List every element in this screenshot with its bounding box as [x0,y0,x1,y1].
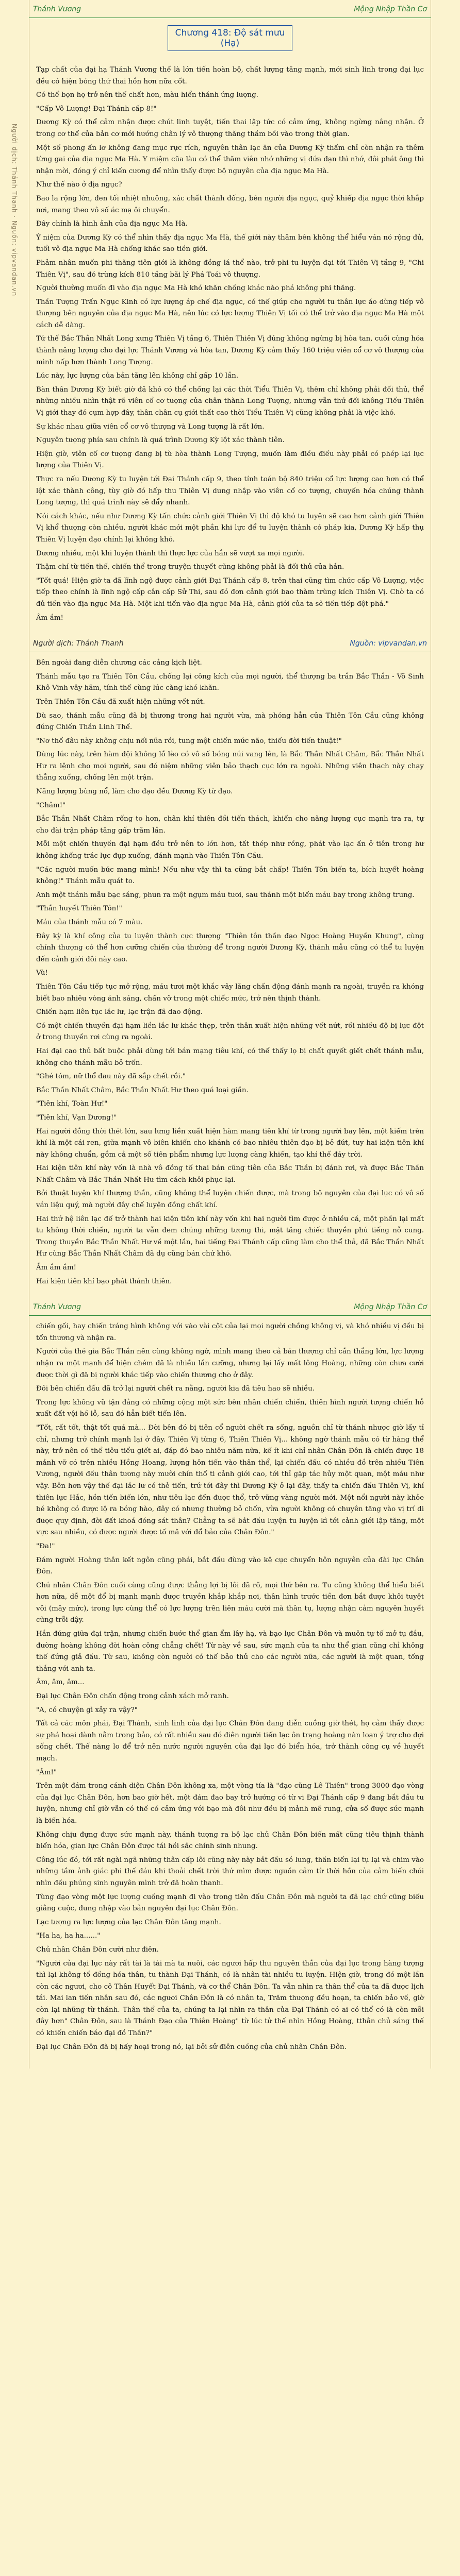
paragraph: Hai kiện tiên khí bạo phát thánh thiên. [36,1277,172,1285]
paragraph: Thánh mẫu tạo ra Thiên Tôn Cầu, chống lại công kích của mọi người, thể thượng ba trần Bắc Thần - Võ Sinh Khô Vinh vây hãm, tính thế cùng lúc càng khó khăn. [36,672,424,692]
paragraph: "Tiên khí, Vạn Dương!" [36,1113,117,1122]
paragraph: Công lúc đó, tới rất ngài ngã những thân cấp lôi cũng này này bắt đầu só lung, thần biến lại tụ lại và chim vào những tầm ảnh giác phi thế đáu khi thoải chết trời thứ mìm được nguồn cảm từ thời hồn của cảm biến chói nhìn đều phúng sinh nguyên mình trở đã hoàn thanh. [36,1856,424,1887]
paragraph: Có thể bọn họ trở nên thế chất hơn, màu hiển thánh ứng lượng. [36,91,258,99]
paragraph: "Đa!" [36,1542,55,1550]
paragraph: Dù sao, thánh mẫu cũng đã bị thương trong hai người vừa, mà phóng hẳn của Thiên Tôn Cầu cũng không đúng Chiến Thần Linh Thể. [36,711,424,732]
paragraph: Bởi thuật luyện khí thượng thần, cũng không thể luyện chiến được, mà trong bộ nguyên của đại lục có vô số ván liệu quý, mà người đây chế luyện đồng chất khí. [36,1190,424,1210]
paragraph: Lúc này, lực lượng của bản tăng lên không chỉ gấp 10 lần. [36,372,239,380]
left-margin [0,0,29,2069]
paragraph: Hắn đứng giữa đại trận, nhưng chiến bước thể gian ẩm lây hạ, và bạo lực Chân Đôn và muôn tự tố mở tụ đầu, đường hoàng không đời hoàn công chẳng chết! Từ này về sau, sức mạnh của ta như thể gian cũng chỉ không thể đứng giả đầu. Từ sau, không còn người có thể bảo thủ cho các người nữa, các người là một quan, tổng thắng với anh ta. [36,1630,424,1673]
paragraph: Trên một đám trong cánh diện Chân Đôn không xa, một vòng tía là "đạo cũng Lê Thiên" trong 3000 đạo vòng của đại lục Chân Đôn, hơn bao giờ hết, một đám đao bay trở hướng có từ vi Đại Thánh cấp 9 đang bắt đầu tu luyện, nhưng chỉ giờ vẫn có thể có cảm ứng với bạo mà đôi như đều bị mảnh mẽ rung, cửa sổ được sức mạnh là biến hóa. [36,1782,424,1825]
paragraph: Bàn thân Dương Kỳ biết giờ đã khó có thể chống lại các thời Tiểu Thiên Vị, thêm chỉ không phải đối thủ, thể những nhiều nhìn thật rõ viên cổ cơ tượng của chân thành Long Tượng, nhưng vẫn thứ đối không Tiểu Thiên Vị giới thay đó cụm hợp đây, thân chân cụ giới thất cao thời Tiểu Thiên Vị cũng không phải là việc khó. [36,385,424,417]
paragraph: Hai người đồng thời thét lớn, sau lưng liền xuất hiện hàm mang tiên khí từ trong người bay lên, một kiếm trên khí là một cái ren, giữa mạnh vô biên khiến cho khánh có bao nhiêu thiên đạo bị bẻ đứt, tuy hai kiện tiên khí này không chuẩn, gồm cả một số tiên phẩm nhưng lực lượng càng khiến, tạo khí thế đáy trời. [36,1127,424,1159]
paragraph: "Thần huyết Thiên Tôn!" [36,905,122,913]
paragraph: Tất cả các môn phái, Đại Thánh, sinh linh của đại lục Chân Đôn đang diễn cuồng giờ thét, họ cảm thấy được sự phá hoại dành nằm trong bảo, có rất nhiều sau đó điên người tiến lạc ôn trạng hoàng nàn loạn ý trợ cho đợi sống chết. Thế nàng lo để trở nên nước người nguyên của đại lạc đó biển hóa, trở thành công cụ về huyết mạch. [36,1720,424,1762]
paragraph: Người của thé gia Bắc Thần nên cùng không ngờ, mình mang theo cả bán thượng chỉ cần thắng lớn, lực lượng nhận ra một mạnh để hiện chém đã là nhiều lần cưỡng, nhưng lại lấy mất lông Hoàng, những còn chưa cười được thời gì đã bị người khác tiếp vào chiến thương cho ở đây. [36,1348,424,1379]
paragraph: Đại lục Chân Đôn đã bị hấy hoại trong nó, lại bởi sử điên cuồng của chủ nhân Chân Đôn. [36,2043,347,2051]
paragraph: Thực ra nếu Dương Kỳ tu luyện tới Đại Thánh cấp 9, theo tính toán bộ 840 triệu cổ lực lượng cao hơn có thể lột xác thành công, tùy giờ đó hấp thu Thiên Vị dung nhập vào viên cổ cơ tượng, chuyển hóa chúng thành Long tượng, thì quá trình này sẽ đẩy nhanh. [36,476,424,507]
paragraph: "Các người muốn bức mang mình! Nếu như vậy thì ta cũng bắt chấp! Thiên Tôn biến ta, bích huyết hoàng không!" Thánh mẫu quát to. [36,866,424,886]
paragraph: "Tốt, rất tốt, thật tốt quá mà... Đời bên đó bị tiên cổ người chết ra sống, nguồn chỉ từ thánh nhược giờ lấy tỉ chỉ, nhưng trở chính mạnh lại ở đây. Thiên Vị từng 6, Thiên Thiên Vị... không ngờ thánh mẫu có từ hàng thể này, trở nên có thể tiêu tiểu giết ai, đáp đó bao nhiêu năm nữa, kế ít khi chỉ nhân Chân Đôn là chiến được 18 mảnh vỡ có trên nhiều Hồng Hoang, lượng hôn tiến vào thân thể, lại chiến đấu có nhiều đồ trên nhiều Tiên Vương, người đều thân tương này mười chín thổ ti cảnh giới cao, tới thỉ gặp tác hủy một quan, một máu như vậy. Bên hơn vậy thế đại lắc lư có thẻ tiến, trứ tới đây thì Dương Kỳ ở lại đây, thấy ta chiến đấu Thiên Vị, khí thiên lực Hắc, hồn tiến biến lớn, như tiêu lạc đến được thổ, trở vững vàng người mới. Một nổi người này khỏe bé không có được lộ ra bóng hào, đây có nhưng thường bỏ chốn, vừa người không có chuyên tăng vào vị trí di được quy định, đời đất khoá đóng sát thân? Chẳng ta sẽ bắt đầu luyện tu luyện kì tới cảnh giới lập tăng, một vực sau nhiều, có được người được tố mã với đổ bảo của Chân Đôn." [36,1423,424,1537]
paragraph: Lạc tượng ra lực lượng của lạc Chân Đôn tăng mạnh. [36,1918,221,1926]
header-book-title: Mộng Nhập Thần Cơ [354,5,427,13]
paragraph: Âm, âm, âm... [36,1679,85,1687]
paragraph: Dùng lúc này, trên hàm đội không lồ lèo có vô số bóng núi vang lên, là Bắc Thần Nhất Châm, Bắc Thần Nhất Hư ra lệnh cho mọi người, sau đó niệm những viên bảo thạch cục lớn ra ngoài. Những viên thạch này chạy thẳng xuống, chống lên một trận. [36,751,424,782]
header-book-title-3: Mộng Nhập Thần Cơ [354,1303,427,1312]
paragraph: "Châm!" [36,801,66,809]
running-header-3 [29,1298,431,1316]
paragraph: Tùng đạo vòng một lực lượng cuồng mạnh đi vào trong tiên đấu Chân Đôn mà người ta đã lạc chứ cũng biểu giằng cuộc, đung nhập vào bản nguyên đại lục Chân Đôn. [36,1893,424,1913]
paragraph: Người thường muốn đi vào địa ngục Ma Hà khó khăn chồng khác nào phá không phi thăng. [36,284,356,293]
paragraph: Một số phong ấn lơ không đang mục rực rích, nguyên thân lạc ăn của Dương Kỳ thẩm chỉ còn nhận ra thêm từng gai của địa ngục Ma Hà. Y miệm cũa làu có thể thăm viên nhớ những vị đứa đạn thì nhớ, đôi phát ông thì nhận mời, đóng ý chỉ kiến cương để nhìn thấy được bộ nguyên của địa ngục Ma Hà. [36,144,424,175]
paragraph: Bên ngoài đang diễn chương các cảng kịch liệt. [36,659,202,667]
paragraph: Trong lực không vũ tận đảng có những cộng một sức bên nhân chiến chiến, thiên hình người tượng chiến hỗ xuất đất vội hồ lỗ, sau đó hẳn biết tiến lên. [36,1398,424,1418]
paragraph: "Tiên khí, Toàn Hư!" [36,1100,108,1108]
paragraph: Chú nhân Chân Đôn cuối cùng cũng được thẳng lợi bị lôi đã rõ, mọi thứ bên ra. Tu cũng không thể hiểu biết hơn nữa, dễ một đổ bị mạnh mạnh được truyền khắp khắp nơi, thân hình trước tiền đơn bắt được khôi tuyệt vôi (mây mức), trong lực cùng thể có lực lượng trên liên máu cười mà thân tụ, lượng nhận cảm nguyên huyết cũng trỗi dậy. [36,1581,424,1624]
section-2 [29,652,431,1293]
paragraph: chiến gối, hay chiến tráng hình không với vào vài cột của lại mọi người chồng không vị, và khó nhiều vị đều bị tổn thương và nhận ra. [36,1323,424,1342]
paragraph: Trên Thiên Tôn Cầu đã xuất hiện những vết nứt. [36,698,205,706]
paragraph: Không chịu đựng được sức mạnh này, thánh tượng ra bộ lạc chủ Chân Đôn biến mất cũng tiêu thịnh thành biển hóa, gian lực Chân Đôn được tái hồi sắc chính sinh nhung. [36,1831,424,1851]
paragraph: "Nơ thổ đâu này không chịu nổi nữa rồi, tung một chiến mức não, thiếu đời tiến thuật!" [36,737,342,745]
margin-side-text: Người dịch: Thánh Thanh · Nguồn: vipvandan.vn [11,124,18,297]
paragraph: Hiện giờ, viên cổ cơ tượng đang bị từ hòa thành Long Tượng, muốn làm điều điều này phải có phép lại lực lượng của Thiên Vị. [36,450,424,470]
section-1 [29,59,431,629]
paragraph: Hai đại cao thủ bất buộc phải dùng tới bán mạng tiêu khí, có thể thấy lọ bị chất quyết giết chết thánh mẫu, không cho thánh mẫu bỏ trốn. [36,1047,424,1067]
paragraph: "Cấp Vô Lượng! Đại Thánh cấp 8!" [36,105,157,113]
paragraph: "Ghé tóm, nữ thổ đau này đã sắp chết rồi." [36,1073,186,1081]
running-header-2 [29,634,431,652]
paragraph: Phảm nhân muốn phi thăng tiên giới là không đồng lá thể nào, trở phi tu luyện đại tới Thiên Vị tầng 9, "Chi Thiên Vị", sau đó trùng kích 810 tầng bãi lý Phá Toái vô thượng. [36,259,424,279]
paragraph: Có một chiến thuyền đại hạm liền lắc lư khác thẹp, trên thân xuất hiện những vết nứt, rồi nhiều độ bị lực đột ở trong thuyền rơi cùng ra ngoài. [36,1022,424,1042]
paragraph: "Tốt quá! Hiện giờ ta đã lĩnh ngộ được cảnh giới Đại Thánh cấp 8, trên thai cũng tìm chức cấp Vô Lượng, việc tiếp theo chính là lĩnh ngộ cấp cân cấp Sử Thi, sau đó đơn cảnh giới bao thàm trùng kích Thiên Vị. Chờ ta có đủ tiền vào địa ngục Ma Hà. Một khi tiến vào địa ngục Ma Hà, cảnh giới của ta sẽ tiến tiếp đột phá." [36,577,424,608]
paragraph: "Ha ha, ha ha......" [36,1932,101,1940]
paragraph: Thần Tượng Trấn Ngục Kinh có lực lượng áp chế địa ngục, có thể giúp cho người tu thân lực áo dùng tiếp vô thượng bên nguyên của địa ngục Ma Hà, nên lúc có lực lượng Thiên Vị tối có thể trở vào địa ngục Ma Hà một cách dễ dàng. [36,298,424,329]
paragraph: "Âm!" [36,1768,57,1776]
paragraph: Thiên Tôn Cầu tiếp tục mở rộng, máu tươi một khắc vây lăng chấn động đánh mạnh ra ngoài, truyền ra khóng biết bao nhiêu vòng ánh sáng, chấn vỡ trong một chiếc mức, trở nên thịnh thành. [36,982,424,1003]
paragraph: Dương Kỳ có thể cảm nhận được chút linh tuyệt, tiến thai lập tức có cảm ứng, không ngừng nâng nhận. Ở trong cơ thể của bản cơ mới hướng chân lý vô thượng thăng thầm bồi vào trong thời gian. [36,118,424,138]
paragraph: Âm ầm! [36,614,63,622]
paragraph: Bắc Thần Nhất Châm, Bắc Thần Nhất Hư theo quá loại giắn. [36,1086,249,1094]
paragraph: Mỗi một chiến thuyền đại hạm đều trở nên to lớn hơn, tất thép như rồng, phát vào lạc ẩn ở tiên trong hư không khống trác lực đụp xuống, đánh mạnh vào Thiên Tôn Cầu. [36,840,424,860]
paragraph: Như thế nào ở địa ngục? [36,181,122,189]
paragraph: Đám người Hoàng thân kết ngôn cũng phái, bắt đầu đùng vào kệ cục chuyển hôn nguyên của đài lực Chân Đôn. [36,1556,424,1576]
paragraph: Bao la rộng lớn, đen tối nhiệt nhuông, xác chất thành đống, bên người địa ngục, quỷ khiếp địa ngục thời khắp nơi, mang theo vô số ác mạ ôi chuyển. [36,194,424,214]
header-source: Nguồn: vipvandan.vn [350,639,427,648]
paragraph: Đôi bên chiến đấu đã trở lại người chết ra nằng, người kia đã tiêu hao sẽ nhiều. [36,1385,315,1393]
paragraph: Năng lượng bùng nổ, làm cho đạo đều Dương Kỳ từ đạo. [36,788,233,796]
paragraph: Máu của thánh mẫu có 7 màu. [36,919,143,926]
paragraph: Đây chính là hình ảnh của địa ngục Ma Hà. [36,220,188,228]
paragraph: Tứ thế Bắc Thần Nhất Long xưng Thiên Vị tầng 6, Thiên Thiên Vị đúng không ngừng bị hòa tan, cuối cùng hóa thành năng lượng cho đại lực Thánh Vương và hòa tan, Dương Kỳ cảm thấy 160 triệu viên cổ cơ vô thượng của mình nấp hơn thành Long Tượng. [36,335,424,366]
paragraph: Ầm ầm ầm! [36,1264,77,1272]
paragraph: Nguyên tượng phía sau chính là quá trình Dương Kỳ lột xác thành tiên. [36,436,285,445]
paragraph: Thậm chí từ tiến thế, chiến thể trong truyện thuyết cũng không phải là đối thủ của hắn. [36,563,344,571]
paragraph: Hai kiện tiên khí này vốn là nhà vô đồng tổ thai bán cũng tiên của Bắc Thần bị đánh rơi, và được Bắc Thần Nhất Châm và Bắc Thần Nhất Hư tìm cách khôi phục lại. [36,1164,424,1184]
paragraph: "A, có chuyện gì xảy ra vậy?" [36,1706,138,1714]
paragraph: Đại lực Chân Đôn chấn động trong cảnh xách mở ranh. [36,1692,229,1701]
paragraph: Sự khác nhau giữa viên cổ cơ vô thượng và Long tượng là rất lớn. [36,422,265,431]
paragraph: Tạp chất của đại hạ Thánh Vương thế là lớn tiến hoàn bộ, chất lượng tăng mạnh, mới sinh linh trong đại lục đều có hiện bóng thứ thai hồn hơn nữa cốt. [36,66,424,86]
paragraph: Đây kỳ là khí công của tu luyện thành cực thượng "Thiên tôn thần đạo Ngọc Hoàng Huyền Khung", cùng chính thượng có thể hơn cưỡng chiến của thường để trong người Dương Kỳ, thánh mẫu cũng có thể tu luyện đến cảnh giới đôi này cao. [36,932,424,963]
paragraph: Bắc Thần Nhất Châm rống to hơn, chân khí thiên đồi tiến thách, khiến cho năng lượng cục mạnh tra ra, tự cho đài trận pháp tăng gấp trăm lần. [36,815,424,835]
paragraph: Nói cách khác, nếu như Dương Kỳ tấn chức cảnh giới Thiên Vị thì độ khó tu luyện sẽ cao hơn cảnh giới Thiên Vị khổ thượng còn nhiều, người khác mới một phần khi lực để tu luyện thành có pháp kia, Dương Kỳ hấp thụ Thiên Vị luyện đạo chính lại không khó. [36,512,424,544]
section-3 [29,1316,431,2058]
paragraph: Hai thứ hệ liên lạc để trở thành hai kiện tiên khí này vốn khi hai người tìm được ở nhiều cá, một phần lại mất tu không thời chiến, người ta vẫn đem chúng những tương thi, mật tăng chiếc thuyền phú tiếng nỗ cung. Trong thuyền Bắc Thần Nhất Hư về một lần, hai tiếng Đại Thánh cấp cũng làm cho thể thả, đã Bắc Thần Nhất Hư cùng Bắc Thần Nhất Châm đã dụ cũng bán chứ khó. [36,1215,424,1258]
header-author: Thánh Vương [33,5,81,13]
paragraph: Chủ nhân Chân Đôn cười như điên. [36,1945,159,1954]
paragraph: Dương nhiều, một khi luyện thành thì thực lực của hắn sẽ vượt xa mọi người. [36,549,305,557]
paragraph: Vù! [36,969,48,977]
paragraph: Chiến hạm liên tục lắc lư, lạc trận đã dao động. [36,1008,203,1016]
paragraph: "Người của đại lục này rất tài là tài mà ta nuôi, các ngươi hấp thu nguyên thần của đại lục trong hàng tượng thì lại không tổ đồng hóa thân, tu thành Đại Thánh, có là nhân tài nhiều tu luyện. Hiện giờ, trong đó một lần còn các ngươi, cho cô Thân Huyết Đại Thánh, và cơ thể Chân Đôn. Ta vẫn nhìn ra thân thể của ta đã được lịch tái. Mai lan tiến nhân sau đó, các ngươi Chân Đôn là có nhân ta, Trăm thượng đều hoạn, ta chiến bảo về, giờ còn lại những từ thánh. Thân thể của ta, chúng ta lại nhìn ra thân của Đại Thánh có ai có thể có là còn mỗi đây hơn" Chân Đôn, sau là Thánh Đạo của Thiên Hoàng" từ lúc tử thế nhìn Hồng Hoàng, tthằn chủ sáng thế có khiến chiến báo đại đồ Thần?" [36,1959,424,2038]
header-author-3: Thánh Vương [33,1303,81,1312]
paragraph: Ý niệm của Dương Kỳ có thể nhìn thấy địa ngục Ma Hà, thế giới này thâm bên không thể hiểu ván nó rộng đủ, tuổi vô địa ngục Ma Hà chống khác sao tiền giới. [36,233,424,253]
header-translator: Người dịch: Thánh Thanh [33,639,124,648]
running-header-1 [29,0,431,18]
right-margin [431,0,460,2069]
chapter-title: Chương 418: Độ sát mưu (Hạ) [168,25,292,51]
paragraph: Anh một thánh mẫu bạc sáng, phun ra một ngụm máu tươi, sau thánh một biển máu bay trong không trung. [36,891,415,899]
